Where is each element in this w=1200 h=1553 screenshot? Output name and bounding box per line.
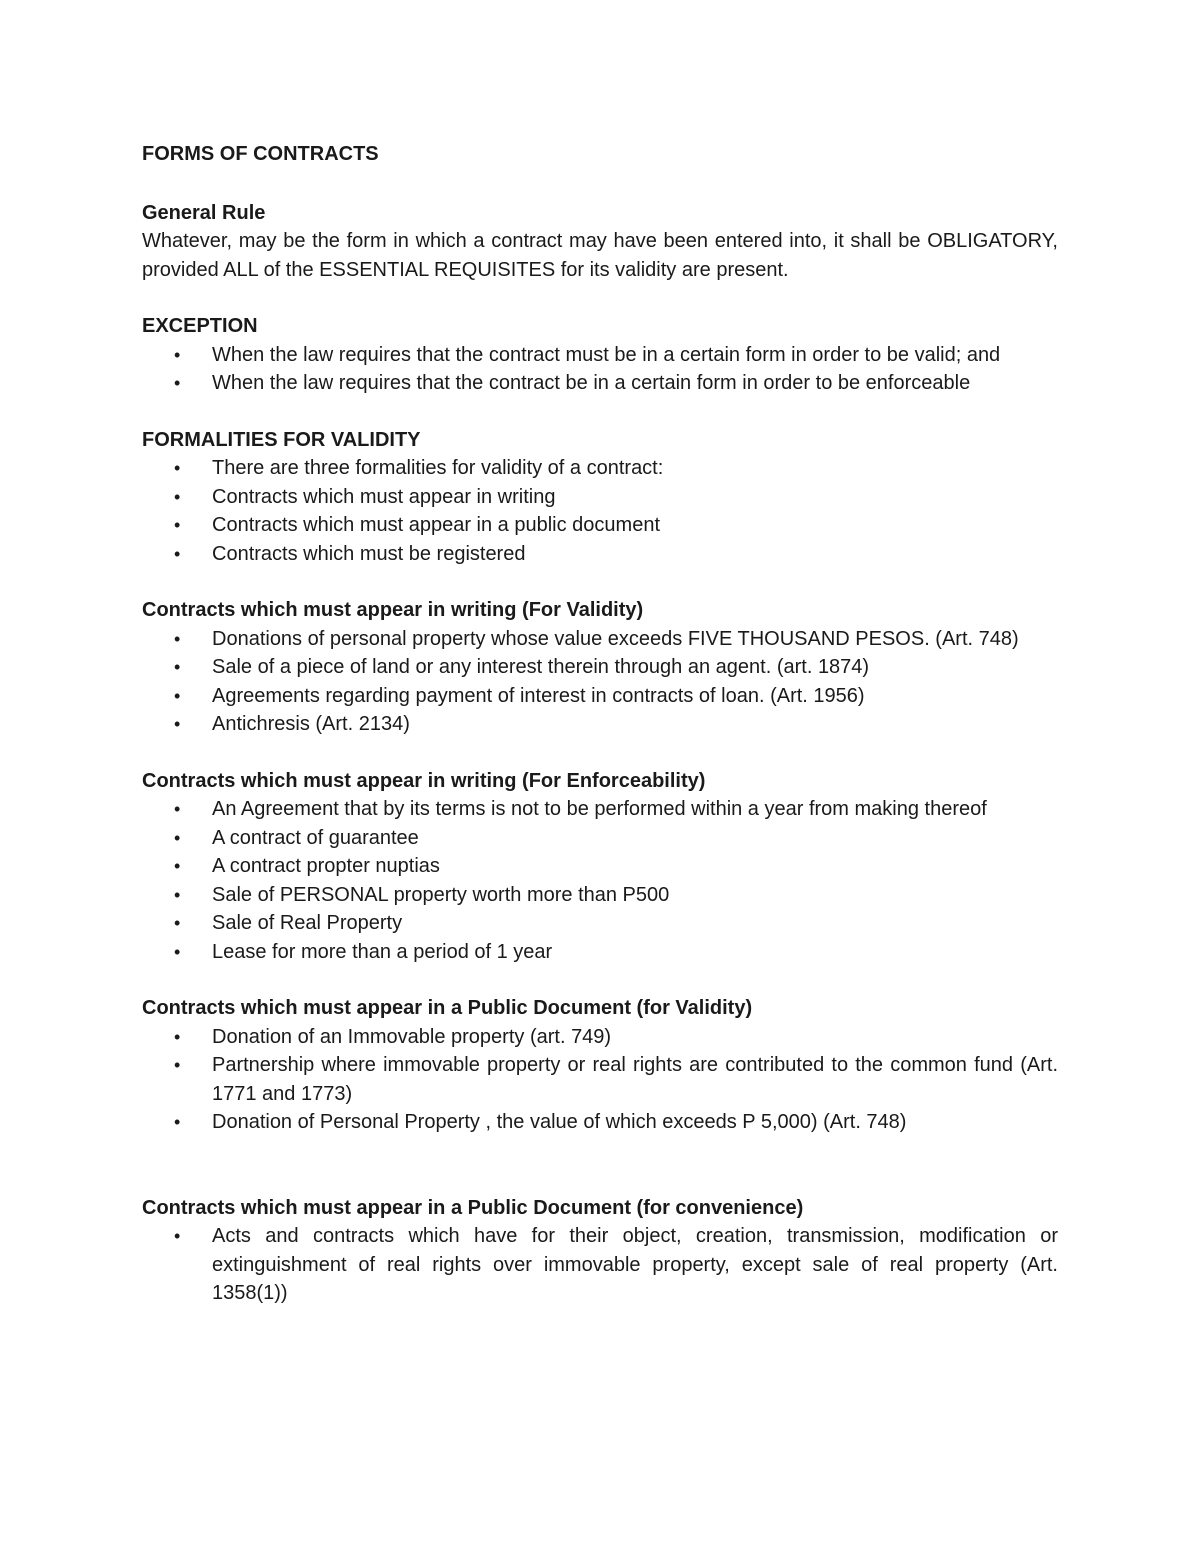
- list-item: [142, 795, 1058, 824]
- list-item-text: Donations of personal property whose value exceeds FIVE THOUSAND PESOS. (Art. 748): [212, 627, 1019, 650]
- bullet-list: [142, 625, 1058, 739]
- bullet-list: [142, 1222, 1058, 1308]
- bullet-icon: •: [174, 913, 181, 933]
- list-item-text: Partnership where immovable property or real rights are contributed to the common fund (Art. 1771 and 1773): [212, 1054, 1058, 1105]
- document-section: [142, 199, 1058, 285]
- list-item-text: Contracts which must appear in writing: [212, 485, 556, 508]
- document-section: [142, 767, 1058, 967]
- section-heading: General Rule: [142, 201, 266, 224]
- list-item: [142, 625, 1058, 654]
- list-item: [142, 852, 1058, 881]
- list-item: [142, 938, 1058, 967]
- section-heading: Contracts which must appear in a Public Document (for Validity): [142, 997, 753, 1019]
- bullet-list: [142, 341, 1058, 398]
- bullet-icon: •: [174, 685, 181, 706]
- document-sections: [142, 199, 1058, 1308]
- bullet-icon: •: [174, 1226, 181, 1246]
- list-item-text: Donation of an Immovable property (art. 749): [212, 1025, 612, 1048]
- list-item: [142, 1051, 1058, 1108]
- bullet-icon: •: [174, 515, 181, 535]
- list-item: [142, 483, 1058, 512]
- list-item-text: Acts and contracts which have for their object, creation, transmission, modification or extinguishment of real rights over immovable property, except sale of real property (Art. 1358(1)): [212, 1225, 1058, 1304]
- bullet-list: [142, 1023, 1058, 1137]
- list-item-text: Sale of Real Property: [212, 912, 403, 934]
- list-item: [142, 653, 1058, 682]
- list-item: [142, 369, 1058, 398]
- document-title: FORMS OF CONTRACTS: [142, 143, 379, 165]
- list-item-text: Sale of PERSONAL property worth more than P500: [212, 883, 670, 906]
- bullet-icon: •: [174, 884, 181, 905]
- bullet-list: [142, 795, 1058, 966]
- bullet-icon: •: [174, 827, 181, 848]
- list-item-text: A contract of guarantee: [212, 826, 419, 849]
- bullet-list: [142, 454, 1058, 568]
- bullet-icon: •: [174, 714, 181, 734]
- list-item: [142, 824, 1058, 853]
- bullet-icon: •: [174, 458, 181, 478]
- list-item: [142, 909, 1058, 938]
- list-item-text: Agreements regarding payment of interest in contracts of loan. (Art. 1956): [212, 684, 865, 707]
- list-item-text: When the law requires that the contract must be in a certain form in order to be valid; and: [212, 343, 1001, 366]
- list-item: [142, 511, 1058, 540]
- list-item-text: Sale of a piece of land or any interest therein through an agent. (art. 1874): [212, 656, 870, 678]
- bullet-icon: •: [174, 657, 181, 677]
- bullet-icon: •: [174, 1026, 181, 1047]
- section-heading: EXCEPTION: [142, 315, 258, 337]
- section-heading: Contracts which must appear in writing (For Validity): [142, 599, 644, 621]
- list-item-text: Contracts which must be registered: [212, 542, 526, 565]
- document-section: [142, 312, 1058, 398]
- document-page: [142, 140, 1058, 1336]
- document-section: [142, 994, 1058, 1137]
- bullet-icon: •: [174, 1055, 181, 1075]
- list-item-text: Contracts which must appear in a public document: [212, 514, 661, 536]
- list-item-text: Antichresis (Art. 2134): [212, 713, 410, 735]
- list-item-text: There are three formalities for validity of a contract:: [212, 457, 664, 479]
- bullet-icon: •: [174, 799, 181, 819]
- section-heading: Contracts which must appear in a Public Document (for convenience): [142, 1196, 804, 1219]
- bullet-icon: •: [174, 628, 181, 649]
- bullet-icon: •: [174, 941, 181, 962]
- document-section: [142, 596, 1058, 739]
- list-item-text: A contract propter nuptias: [212, 855, 440, 877]
- section-heading: Contracts which must appear in writing (For Enforceability): [142, 769, 706, 792]
- list-item-text: Donation of Personal Property , the value of which exceeds P 5,000) (Art. 748): [212, 1111, 907, 1133]
- bullet-icon: •: [174, 344, 181, 365]
- bullet-icon: •: [174, 856, 181, 876]
- list-item: [142, 1108, 1058, 1137]
- list-item-text: An Agreement that by its terms is not to be performed within a year from making thereof: [212, 798, 987, 820]
- list-item-text: When the law requires that the contract be in a certain form in order to be enforceable: [212, 372, 971, 394]
- bullet-icon: •: [174, 486, 181, 507]
- list-item: [142, 1222, 1058, 1308]
- section-paragraph: Whatever, may be the form in which a contract may have been entered into, it shall be OBLIGATORY, provided ALL of the ESSENTIAL REQUISITES for its validity are present.: [142, 230, 1058, 281]
- document-section: [142, 1194, 1058, 1308]
- list-item: [142, 881, 1058, 910]
- list-item: [142, 540, 1058, 569]
- list-item: [142, 341, 1058, 370]
- list-item: [142, 682, 1058, 711]
- list-item: [142, 710, 1058, 739]
- list-item-text: Lease for more than a period of 1 year: [212, 940, 553, 963]
- list-item: [142, 454, 1058, 483]
- section-heading: FORMALITIES FOR VALIDITY: [142, 428, 421, 451]
- document-section: [142, 426, 1058, 569]
- list-item: [142, 1023, 1058, 1052]
- bullet-icon: •: [174, 373, 181, 393]
- bullet-icon: •: [174, 1112, 181, 1132]
- bullet-icon: •: [174, 543, 181, 564]
